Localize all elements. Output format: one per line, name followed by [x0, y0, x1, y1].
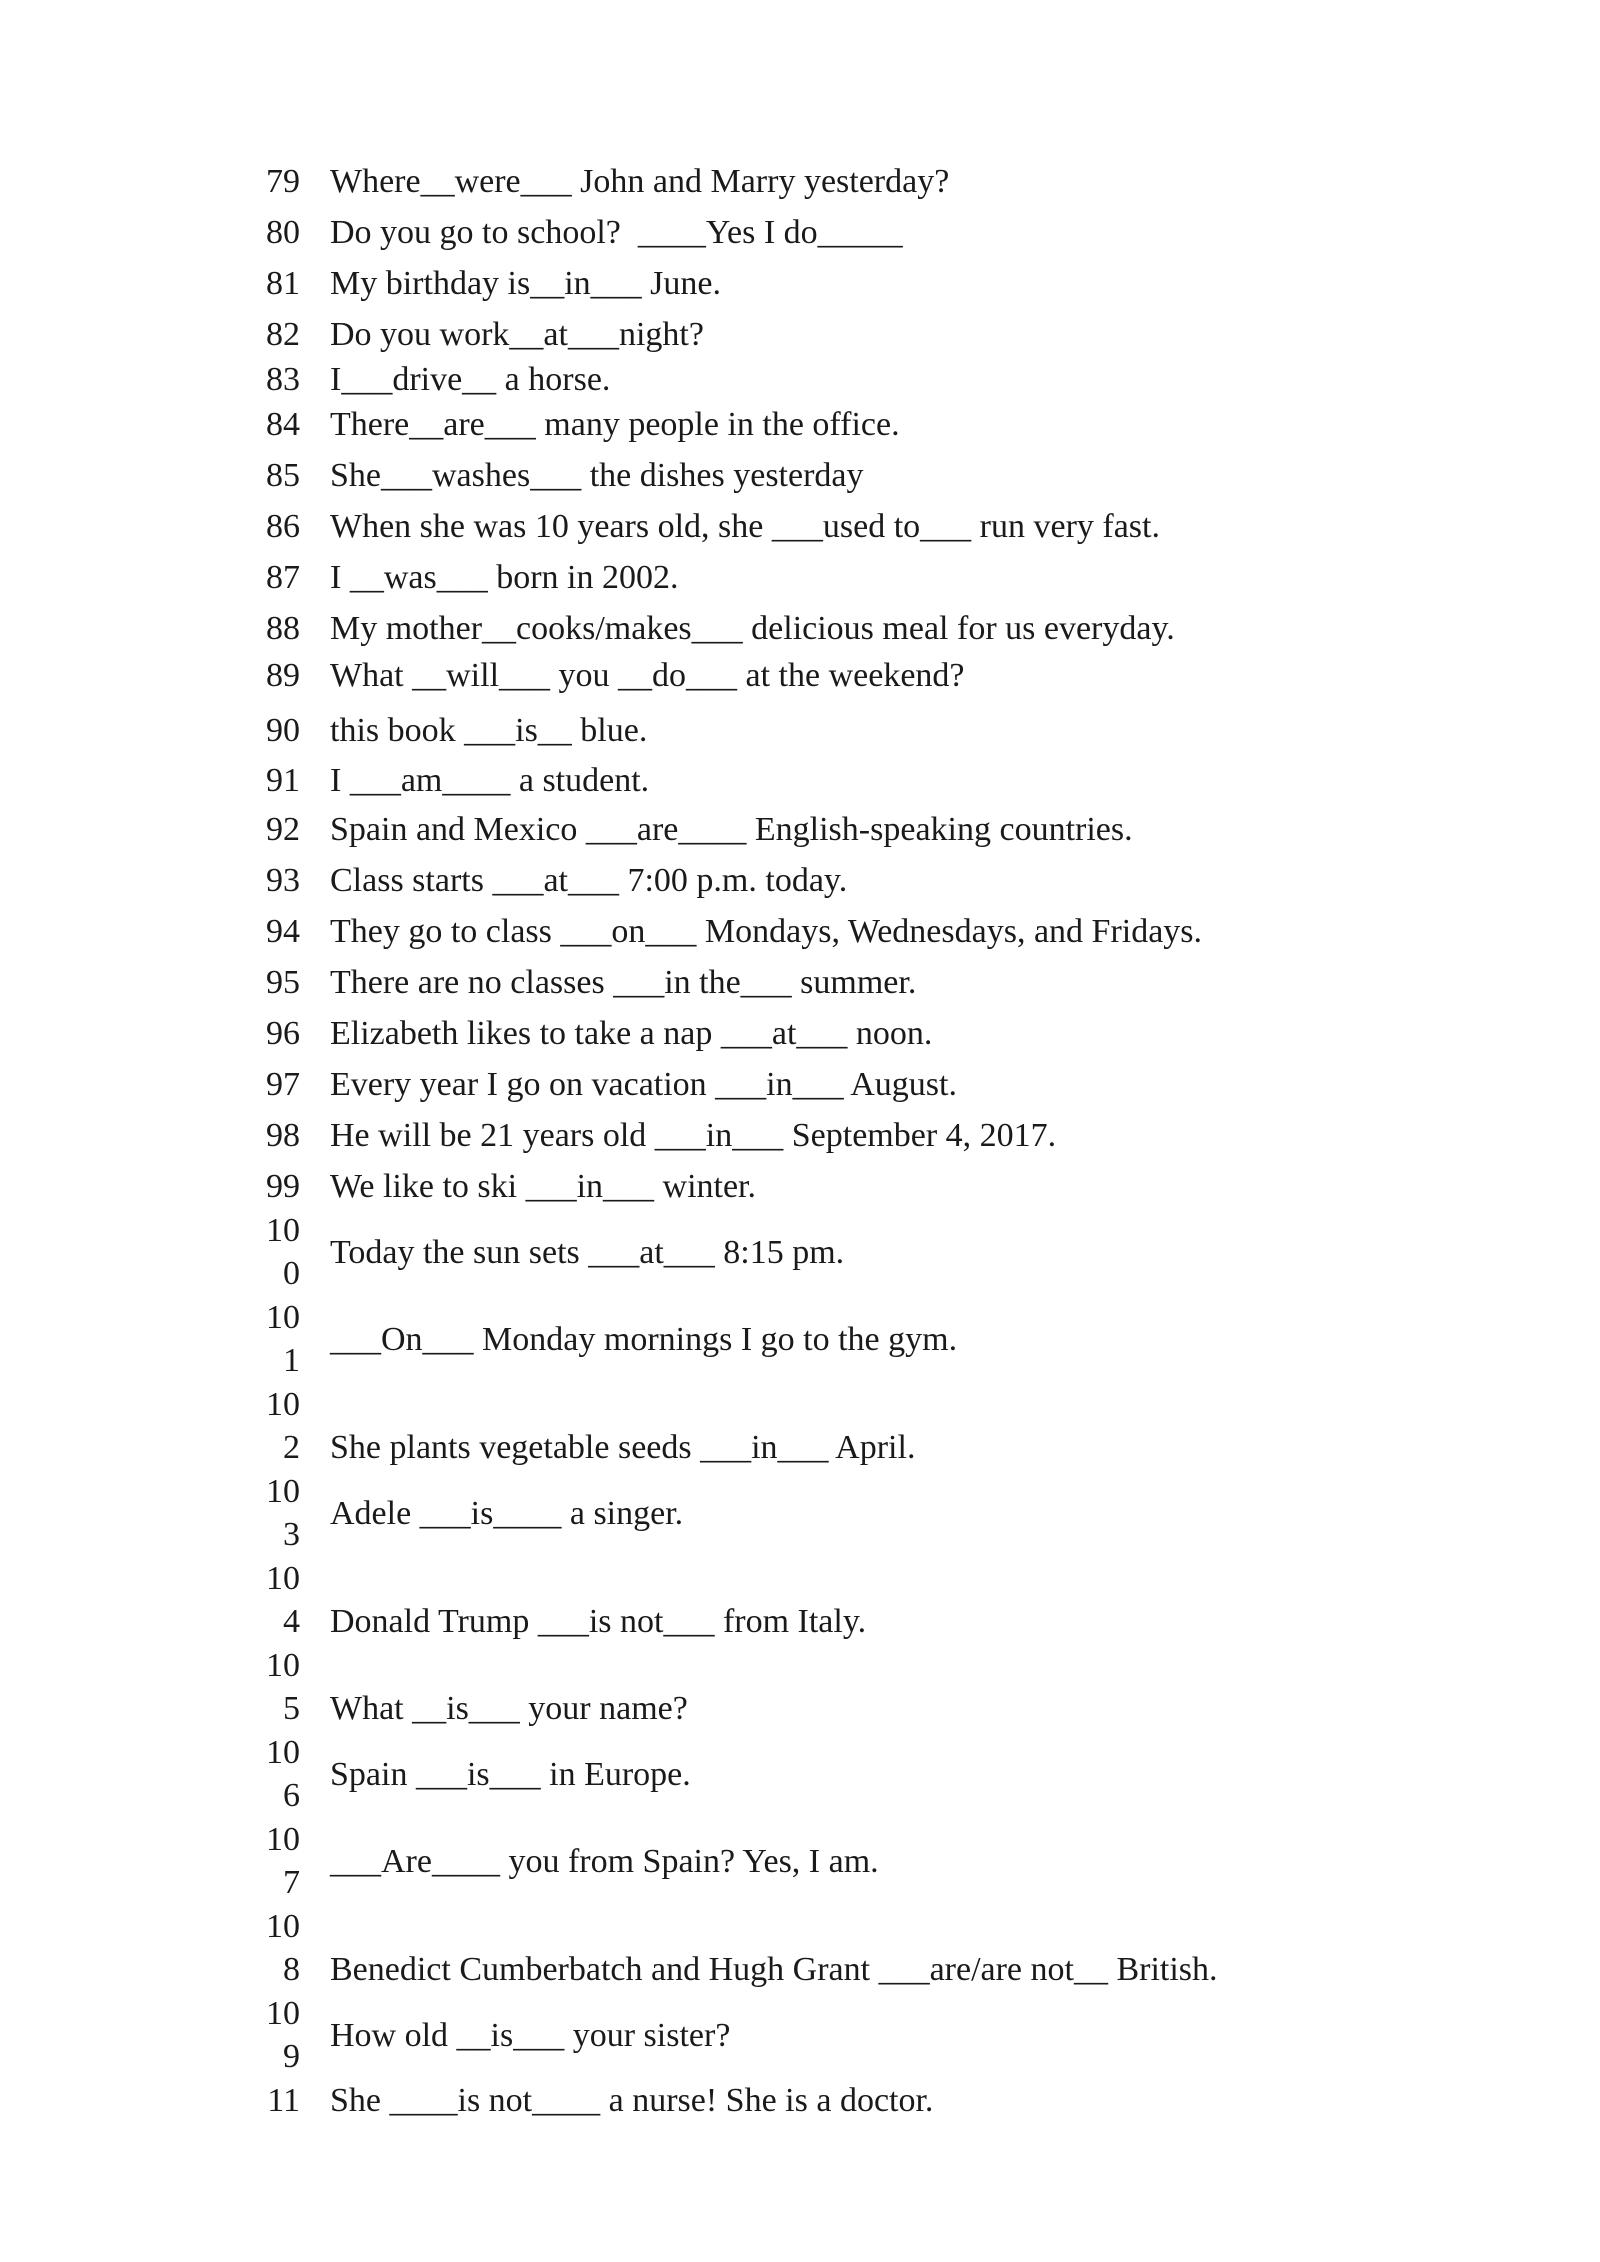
item-number-line2: 5 [283, 1690, 300, 1727]
item-number: 83 [266, 361, 300, 398]
item-number: 86 [266, 508, 300, 545]
item-number: 89 [266, 657, 300, 694]
item-number [252, 1818, 300, 1904]
item-number-line2: 6 [283, 1777, 300, 1814]
item-text: He will be 21 years old ___in___ September 4, 2017. [330, 1117, 1057, 1154]
item-number: 93 [266, 862, 300, 899]
item-text: Elizabeth likes to take a nap ___at___ noon. [330, 1015, 933, 1052]
item-number: 90 [266, 712, 300, 749]
item-number [252, 1383, 300, 1469]
item-number-line1: 10 [266, 1212, 300, 1249]
item-number [252, 1644, 300, 1730]
item-number [252, 1992, 300, 2078]
item-number [252, 1470, 300, 1556]
item-text: this book ___is__ blue. [330, 712, 648, 749]
item-number [252, 1905, 300, 1991]
item-number-line2: 2 [283, 1429, 300, 1466]
item-text: What __is___ your name? [330, 1690, 688, 1727]
item-text: Spain ___is___ in Europe. [330, 1756, 691, 1793]
item-text: She___washes___ the dishes yesterday [330, 457, 864, 494]
item-text: Class starts ___at___ 7:00 p.m. today. [330, 862, 848, 899]
item-text: There are no classes ___in the___ summer. [330, 964, 917, 1001]
item-number: 91 [266, 762, 300, 799]
item-text: They go to class ___on___ Mondays, Wednesdays, and Fridays. [330, 913, 1203, 950]
item-number-line1: 10 [266, 1995, 300, 2032]
item-number [252, 1731, 300, 1817]
item-number-line2: 3 [283, 1516, 300, 1553]
item-number-line1: 10 [266, 1908, 300, 1945]
item-text: Donald Trump ___is not___ from Italy. [330, 1603, 867, 1640]
item-text: Do you go to school? ____Yes I do_____ [330, 214, 903, 251]
item-number: 79 [266, 163, 300, 200]
item-number-line1: 10 [266, 1821, 300, 1858]
item-text: I___drive__ a horse. [330, 361, 611, 398]
item-number: 92 [266, 811, 300, 848]
item-number [252, 1557, 300, 1643]
item-text: ___On___ Monday mornings I go to the gym. [330, 1321, 958, 1358]
item-text: There__are___ many people in the office. [330, 406, 900, 443]
item-text: Today the sun sets ___at___ 8:15 pm. [330, 1234, 845, 1271]
item-text: My mother__cooks/makes___ delicious meal for us everyday. [330, 610, 1175, 647]
item-number-line1: 10 [266, 1473, 300, 1510]
item-text: Benedict Cumberbatch and Hugh Grant ___are/are not__ British. [330, 1951, 1218, 1988]
item-number-line2: 8 [283, 1951, 300, 1988]
item-number-line1: 10 [266, 1734, 300, 1771]
item-number-line2: 7 [283, 1864, 300, 1901]
item-number: 95 [266, 964, 300, 1001]
item-number [252, 1209, 300, 1295]
item-number: 99 [266, 1168, 300, 1205]
item-text: Where__were___ John and Marry yesterday? [330, 163, 950, 200]
item-number: 96 [266, 1015, 300, 1052]
item-number: 97 [266, 1066, 300, 1103]
item-text: Adele ___is____ a singer. [330, 1495, 684, 1532]
item-number [252, 1296, 300, 1382]
item-text: Spain and Mexico ___are____ English-speaking countries. [330, 811, 1133, 848]
item-number: 84 [266, 406, 300, 443]
item-number-line1: 10 [266, 1560, 300, 1597]
item-number: 85 [266, 457, 300, 494]
item-number-line2: 9 [283, 2038, 300, 2075]
item-number: 82 [266, 316, 300, 353]
item-number-line2: 0 [283, 1255, 300, 1292]
item-text: My birthday is__in___ June. [330, 265, 721, 302]
item-text: We like to ski ___in___ winter. [330, 1168, 756, 1205]
item-number-line1: 10 [266, 1647, 300, 1684]
item-number-line2: 1 [283, 1342, 300, 1379]
item-text: Do you work__at___night? [330, 316, 704, 353]
item-text: Every year I go on vacation ___in___ August. [330, 1066, 957, 1103]
item-number-line1: 10 [266, 1386, 300, 1423]
item-text: What __will___ you __do___ at the weekend? [330, 657, 965, 694]
item-number: 98 [266, 1117, 300, 1154]
item-text: I ___am____ a student. [330, 762, 650, 799]
item-number: 87 [266, 559, 300, 596]
item-number: 88 [266, 610, 300, 647]
item-text: She plants vegetable seeds ___in___ April. [330, 1429, 916, 1466]
item-number: 11 [267, 2082, 300, 2119]
item-text: How old __is___ your sister? [330, 2017, 731, 2054]
item-text: I __was___ born in 2002. [330, 559, 679, 596]
item-number: 81 [266, 265, 300, 302]
item-text: ___Are____ you from Spain? Yes, I am. [330, 1843, 879, 1880]
item-number-line1: 10 [266, 1299, 300, 1336]
item-number: 94 [266, 913, 300, 950]
item-number: 80 [266, 214, 300, 251]
item-number-line2: 4 [283, 1603, 300, 1640]
item-text: She ____is not____ a nurse! She is a doctor. [330, 2082, 934, 2119]
item-text: When she was 10 years old, she ___used to___ run very fast. [330, 508, 1160, 545]
